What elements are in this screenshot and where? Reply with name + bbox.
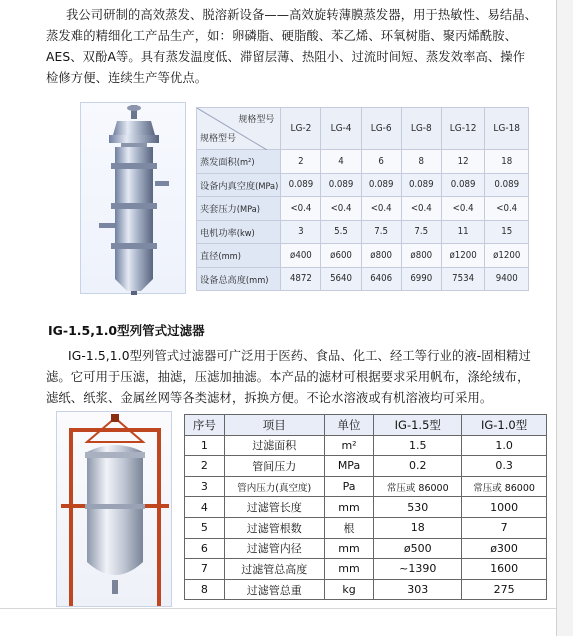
table-cell: 4 (321, 150, 361, 174)
table-cell: 2 (281, 150, 321, 174)
table-row (185, 497, 547, 518)
table-row (197, 197, 529, 221)
filter-description (46, 346, 556, 409)
table-cell: 管间压力 (224, 456, 324, 477)
table-cell: 6 (185, 538, 225, 559)
column-header: 序号 (185, 415, 225, 436)
column-header: 项目 (224, 415, 324, 436)
table-cell: 303 (374, 579, 462, 600)
table-cell: 6406 (361, 267, 401, 291)
table-cell: ~1390 (374, 559, 462, 580)
row-label: 设备总高度(mm) (197, 267, 281, 291)
model-header: LG-8 (401, 108, 441, 150)
table-cell: ø1200 (485, 244, 529, 268)
table-cell: ø600 (321, 244, 361, 268)
table-cell: 0.089 (401, 173, 441, 197)
table-row (185, 456, 547, 477)
table-cell: 530 (374, 497, 462, 518)
table-cell: 5.5 (321, 220, 361, 244)
table-cell: 0.3 (462, 456, 547, 477)
table-cell: 15 (485, 220, 529, 244)
filter-spec-table (184, 414, 547, 600)
table-cell: 1.5 (374, 435, 462, 456)
filter-desc-line: IG-1.5,1.0型列管式过滤器可广泛用于医药、食品、化工、经工等行业的液-固相精过 (68, 349, 531, 363)
table-cell: 常压或 86000 (374, 476, 462, 497)
table-cell: ø400 (281, 244, 321, 268)
table-row (197, 150, 529, 174)
table-cell: 过滤面积 (224, 435, 324, 456)
table-cell: 过滤管长度 (224, 497, 324, 518)
table-cell: 1600 (462, 559, 547, 580)
table-cell: 8 (401, 150, 441, 174)
corner-label-top: 规格型号 (238, 115, 275, 125)
evaporator-intro (46, 5, 546, 89)
filter-heading: IG-1.5,1.0型列管式过滤器 (48, 323, 205, 338)
row-label: 电机功率(kw) (197, 220, 281, 244)
table-cell: 4872 (281, 267, 321, 291)
table-header-row (185, 415, 547, 436)
table-row (197, 220, 529, 244)
table-cell: 管内压力(真空度) (224, 476, 324, 497)
table-cell: 18 (374, 517, 462, 538)
table-cell: 1.0 (462, 435, 547, 456)
table-cell: 0.2 (374, 456, 462, 477)
table-cell: 9400 (485, 267, 529, 291)
table-cell: 6990 (401, 267, 441, 291)
table-cell: 7 (462, 517, 547, 538)
intro-line: 蒸发难的精细化工产品生产，如：卵磷脂、硬脂酸、苯乙烯、环氧树脂、聚丙烯酰胺、 (46, 29, 518, 43)
intro-line: AES、双酚A等。具有蒸发温度低、滞留层薄、热阻小、过流时间短、蒸发效率高、操作 (46, 50, 526, 64)
model-header: LG-6 (361, 108, 401, 150)
filter-desc-line: 滤纸、纸浆、金属丝网等各类滤材，拆换方便。不论水溶液或有机溶液均可采用。 (46, 391, 493, 405)
table-cell: <0.4 (281, 197, 321, 221)
table-cell: 根 (324, 517, 374, 538)
column-header: IG-1.0型 (462, 415, 547, 436)
table-row (185, 579, 547, 600)
table-cell: 275 (462, 579, 547, 600)
row-label: 设备内真空度(MPa) (197, 173, 281, 197)
table-cell: ø300 (462, 538, 547, 559)
table-cell: <0.4 (441, 197, 485, 221)
table-cell: <0.4 (361, 197, 401, 221)
bottom-margin (0, 608, 556, 636)
table-cell: 0.089 (281, 173, 321, 197)
intro-line: 我公司研制的高效蒸发、脱溶新设备——高效旋转薄膜蒸发器，用于热敏性、易结晶、 (66, 8, 538, 22)
table-cell: <0.4 (401, 197, 441, 221)
table-cell: 4 (185, 497, 225, 518)
table-row (185, 538, 547, 559)
table-cell: Pa (324, 476, 374, 497)
table-cell: mm (324, 559, 374, 580)
table-cell: 0.089 (441, 173, 485, 197)
table-cell: 7 (185, 559, 225, 580)
table-row (185, 435, 547, 456)
intro-line: 检修方便、连续生产等优点。 (46, 71, 208, 85)
table-cell: ø500 (374, 538, 462, 559)
table-cell: 过滤管总重 (224, 579, 324, 600)
table-row (197, 244, 529, 268)
table-cell: 过滤管内径 (224, 538, 324, 559)
model-header: LG-2 (281, 108, 321, 150)
table-cell: 过滤管根数 (224, 517, 324, 538)
table-cell: 0.089 (485, 173, 529, 197)
table-cell: 7.5 (361, 220, 401, 244)
table-row (197, 267, 529, 291)
corner-label-bottom: 规格型号 (200, 134, 237, 144)
column-header: 单位 (324, 415, 374, 436)
model-header: LG-12 (441, 108, 485, 150)
filter-desc-line: 滤。它可用于压滤，抽滤，压滤加抽滤。本产品的滤材可根据要求采用帆布，涤纶绒布， (46, 370, 530, 384)
table-cell: 11 (441, 220, 485, 244)
model-header: LG-18 (485, 108, 529, 150)
table-cell: mm (324, 538, 374, 559)
table-cell: 3 (281, 220, 321, 244)
row-label: 直径(mm) (197, 244, 281, 268)
table-row (197, 173, 529, 197)
table-cell: ø800 (401, 244, 441, 268)
table-cell: 0.089 (321, 173, 361, 197)
table-cell: 1000 (462, 497, 547, 518)
table-cell: 7.5 (401, 220, 441, 244)
evaporator-photo (80, 102, 186, 294)
table-cell: 18 (485, 150, 529, 174)
table-cell: 1 (185, 435, 225, 456)
table-row (185, 559, 547, 580)
model-header: LG-4 (321, 108, 361, 150)
evaporator-spec-table (196, 107, 529, 291)
row-label: 蒸发面积(m²) (197, 150, 281, 174)
table-cell: 8 (185, 579, 225, 600)
table-header-row (197, 108, 529, 150)
table-cell: 6 (361, 150, 401, 174)
table-cell: ø800 (361, 244, 401, 268)
table-cell: 5640 (321, 267, 361, 291)
table-cell: 3 (185, 476, 225, 497)
table-cell: 7534 (441, 267, 485, 291)
table-cell: 5 (185, 517, 225, 538)
filter-photo (56, 411, 172, 607)
table-cell: <0.4 (321, 197, 361, 221)
table-cell: ø1200 (441, 244, 485, 268)
table-cell: 0.089 (361, 173, 401, 197)
table-cell: 常压或 86000 (462, 476, 547, 497)
table-cell: m² (324, 435, 374, 456)
table-cell: 过滤管总高度 (224, 559, 324, 580)
table-cell: mm (324, 497, 374, 518)
table-cell: MPa (324, 456, 374, 477)
table-cell: 12 (441, 150, 485, 174)
table-cell: kg (324, 579, 374, 600)
row-label: 夹套压力(MPa) (197, 197, 281, 221)
column-header: IG-1.5型 (374, 415, 462, 436)
table-row (185, 476, 547, 497)
scrollbar-track[interactable] (556, 0, 573, 636)
table-corner-cell (197, 108, 281, 150)
table-cell: <0.4 (485, 197, 529, 221)
table-row (185, 517, 547, 538)
table-cell: 2 (185, 456, 225, 477)
